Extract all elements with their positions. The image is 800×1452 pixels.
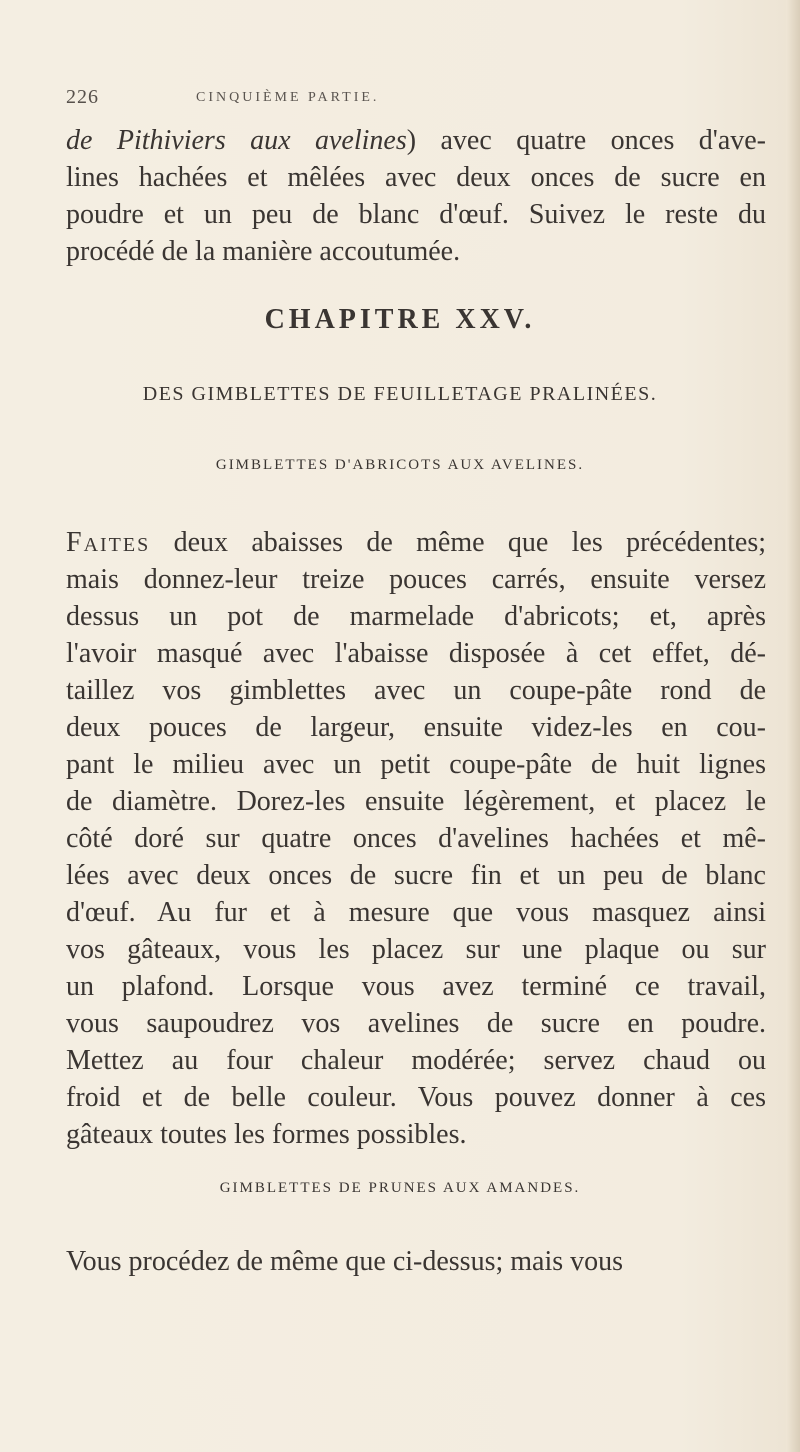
intro-line: de Pithiviers aux avelines) avec quatre onces d'ave-	[66, 125, 766, 156]
recipe1-line: Mettez au four chaleur modérée; servez chaud ou	[66, 1045, 766, 1076]
lead-word: Faites	[66, 527, 151, 558]
section-title: DES GIMBLETTES DE FEUILLETAGE PRALINÉES.	[142, 383, 658, 405]
page-edge	[786, 0, 800, 1452]
recipe2-line: Vous procédez de même que ci-dessus; mais vous	[66, 1246, 624, 1277]
intro-italic-title: de Pithiviers aux avelines	[66, 125, 407, 156]
recipe1-line: lées avec deux onces de sucre fin et un peu de blanc	[66, 860, 766, 891]
recipe1-line: Faites deux abaisses de même que les précédentes;	[66, 527, 766, 558]
recipe1-line: l'avoir masqué avec l'abaisse disposée à cet effet, dé-	[66, 638, 766, 669]
recipe1-line: froid et de belle couleur. Vous pouvez donner à ces	[66, 1082, 766, 1113]
recipe1-line: dessus un pot de marmelade d'abricots; et, après	[66, 601, 766, 632]
recipe1-line: côté doré sur quatre onces d'avelines hachées et mê-	[66, 823, 766, 854]
recipe2-paragraph	[66, 1243, 766, 1280]
running-title: CINQUIÈME PARTIE.	[196, 90, 380, 105]
recipe1-line: vous saupoudrez vos avelines de sucre en poudre.	[66, 1008, 766, 1039]
intro-line: poudre et un peu de blanc d'œuf. Suivez le reste du	[66, 199, 766, 230]
running-head	[66, 86, 766, 116]
recipe1-line: pant le milieu avec un petit coupe-pâte de huit lignes	[66, 749, 766, 780]
recipe1-line: d'œuf. Au fur et à mesure que vous masquez ainsi	[66, 897, 766, 928]
recipe1-line: taillez vos gimblettes avec un coupe-pâte rond de	[66, 675, 766, 706]
intro-line: lines hachées et mêlées avec deux onces de sucre en	[66, 162, 766, 193]
recipe1-line: mais donnez-leur treize pouces carrés, ensuite versez	[66, 564, 766, 595]
chapter-heading: CHAPITRE XXV.	[264, 304, 536, 335]
page-number: 226	[66, 86, 99, 108]
recipe1-line: de diamètre. Dorez-les ensuite légèrement, et placez le	[66, 786, 766, 817]
intro-line: procédé de la manière accoutumée.	[66, 236, 461, 267]
recipe2-heading: GIMBLETTES DE PRUNES AUX AMANDES.	[219, 1180, 581, 1196]
recipe1-paragraph	[66, 524, 766, 1153]
recipe1-heading: GIMBLETTES D'ABRICOTS AUX AVELINES.	[215, 457, 585, 473]
recipe1-line: gâteaux toutes les formes possibles.	[66, 1119, 467, 1150]
intro-paragraph	[66, 122, 766, 270]
recipe1-line: deux pouces de largeur, ensuite videz-les en cou-	[66, 712, 766, 743]
recipe1-line: un plafond. Lorsque vous avez terminé ce travail,	[66, 971, 766, 1002]
recipe1-line: vos gâteaux, vous les placez sur une plaque ou sur	[66, 934, 766, 965]
